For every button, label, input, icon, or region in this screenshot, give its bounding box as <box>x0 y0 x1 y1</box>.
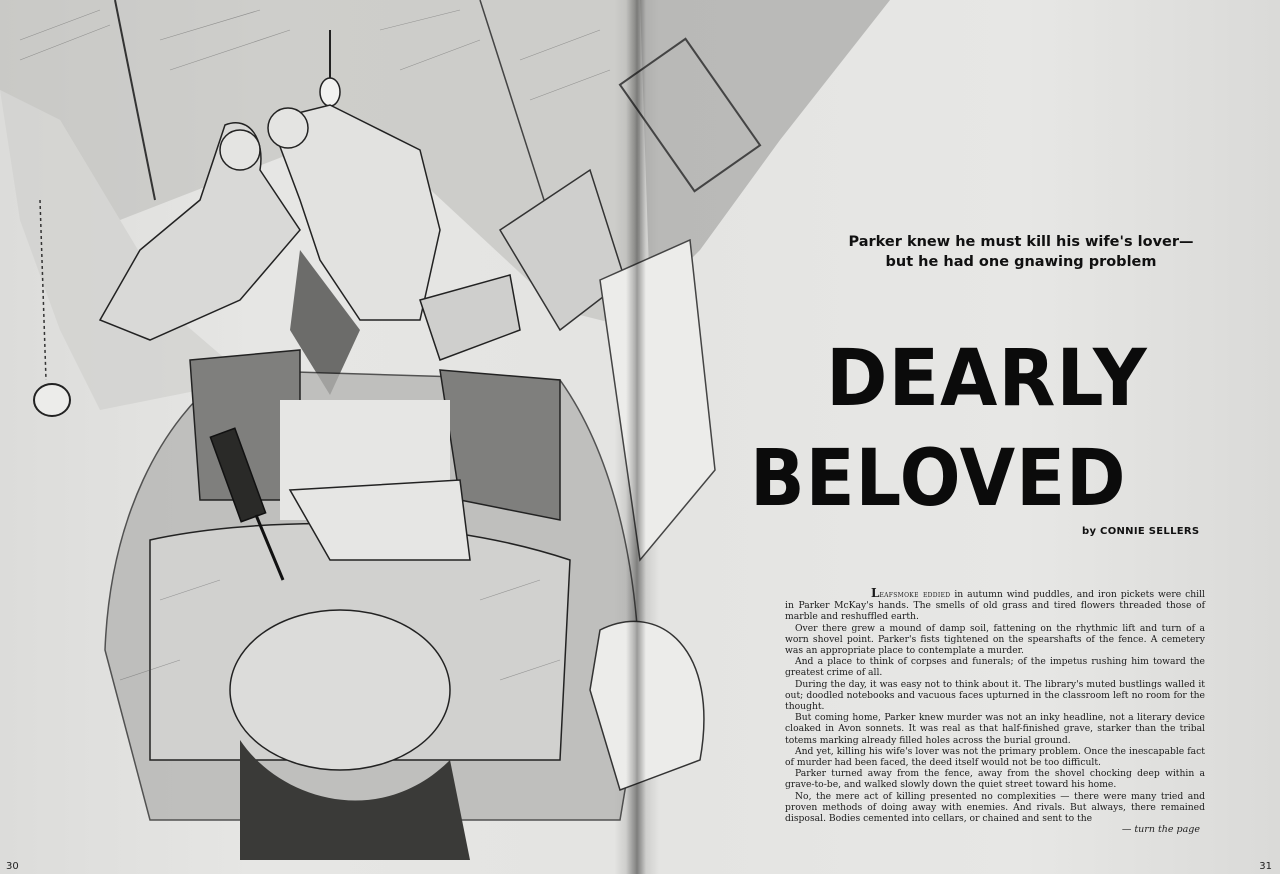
turn-page-label: — turn the page <box>1121 824 1200 835</box>
paragraph-4: During the day, it was easy not to think about it. The library's muted bustlings walled it out; doodled notebooks and vacuous faces upturned in the classroom left no room for the thought. <box>785 678 1205 713</box>
paragraph-3: And a place to think of corpses and funerals; of the impetus rushing him toward the greatest crime of all. <box>785 656 1205 679</box>
lightbulb <box>320 78 340 106</box>
paragraph-7: Parker turned away from the fence, away from the shovel chocking deep within a grave-to-be, and walked slowly down the quiet street toward his home. <box>785 768 1205 791</box>
lead-smallcaps: eafsmoke eddied <box>879 589 951 600</box>
paragraph-1 <box>785 588 1205 623</box>
blurb-line-1: Parker knew he must kill his wife's lover— <box>848 234 1194 250</box>
paragraph-2: Over there grew a mound of damp soil, fattening on the rhythmic lift and turn of a worn shovel point. Parker's fists tightened on the spearshafts of the fence. A cemetery was an appropriate place to contemplate a murder. <box>785 622 1205 657</box>
page-number-left: 30 <box>6 861 19 872</box>
woman-head <box>220 130 260 170</box>
paragraph-6: And yet, killing his wife's lover was not the primary problem. Once the inescapable fact of murder had been faced, the deed itself would not be too difficult. <box>785 745 1205 769</box>
title-line-2: BELOVED <box>750 434 1127 524</box>
paragraph-8: No, the mere act of killing presented no complexities — there were many tried and proven methods of doing away with enemies. And rivals. But always, there remained disposal. Bodies cemented into cellars, or chained and sent to the <box>785 790 1205 825</box>
byline: by CONNIE SELLERS <box>1082 526 1200 537</box>
paragraph-5: But coming home, Parker knew murder was not an inky headline, not a literary device cloaked in Avon sonnets. It was real as that half-finished grave, starker than the tribal totems marking already filled holes across the burial ground. <box>785 712 1205 746</box>
story-blurb <box>820 232 1222 272</box>
blurb-line-2: but he had one gnawing problem <box>885 254 1157 270</box>
lead-text: in autumn wind puddles, and iron pickets were chill in Parker McKay's hands. The smells of old grass and tired flowers threaded those of marble and reshuffled earth. <box>785 589 1205 623</box>
chain-ring <box>34 384 70 416</box>
face <box>230 610 450 770</box>
lead-capital: L <box>871 586 880 600</box>
title-line-1: DEARLY <box>826 334 1148 424</box>
man-head <box>268 108 308 148</box>
page-number-right: 31 <box>1259 861 1272 872</box>
page-gutter <box>626 0 646 874</box>
article-body <box>785 588 1205 824</box>
shoe <box>420 275 520 360</box>
